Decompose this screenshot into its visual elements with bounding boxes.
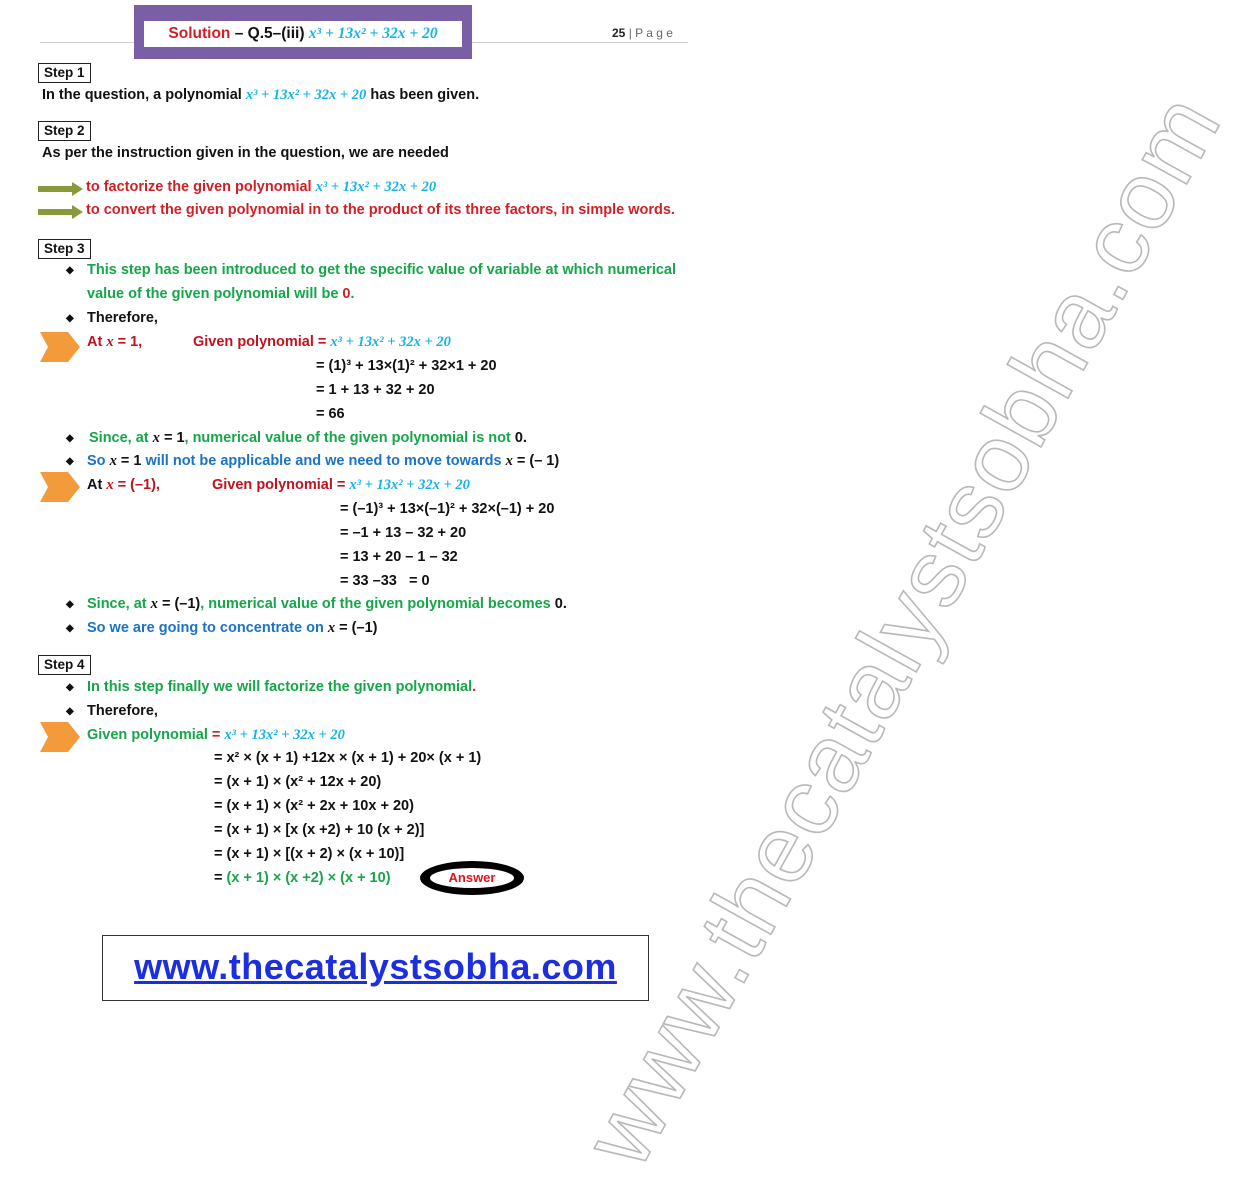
step3-calc2-row2: = –1 + 13 – 32 + 20 [340, 525, 467, 541]
final-factors: (x + 1) × (x +2) × (x + 10) [226, 870, 391, 886]
step3-therefore: Therefore, [87, 310, 158, 326]
bullet-icon: ◆ [66, 599, 74, 610]
page-number: 25 | P a g e [612, 26, 673, 40]
question-ref: – Q.5–(iii) [230, 25, 309, 42]
step4-therefore: Therefore, [87, 703, 158, 719]
step3-bullet1-line2: value of the given polynomial will be 0. [87, 286, 355, 302]
step3-so1: So x = 1 will not be applicable and we need to move towards x = (– 1) [87, 453, 560, 469]
step4-row6: = (x + 1) × (x +2) × (x + 10) [214, 870, 391, 886]
bullet-icon: ◆ [66, 313, 74, 324]
bullet-icon: ◆ [66, 433, 74, 444]
step3-at-xneg1: At x = (–1), [87, 477, 160, 493]
step2-intro: As per the instruction given in the question, we are needed [42, 145, 449, 161]
step4-row4: = (x + 1) × [x (x +2) + 10 (x + 2)] [214, 822, 425, 838]
bullet-icon: ◆ [66, 456, 74, 467]
step4-row2: = (x + 1) × (x² + 12x + 20) [214, 774, 382, 790]
solution-label: Solution [168, 25, 231, 42]
answer-label: Answer [430, 868, 514, 888]
step1-label: Step 1 [38, 63, 91, 83]
step3-given-2: Given polynomial = x³ + 13x² + 32x + 20 [212, 477, 470, 493]
bullet-icon: ◆ [66, 682, 74, 693]
step3-calc1-row2: = 1 + 13 + 32 + 20 [316, 382, 435, 398]
arrow-right-icon [38, 205, 84, 219]
title-frame [134, 5, 472, 59]
title-polynomial: x³ + 13x² + 32x + 20 [308, 25, 438, 42]
step3-calc2-row3: = 13 + 20 – 1 – 32 [340, 549, 458, 565]
step4-label: Step 4 [38, 655, 91, 675]
step3-given-1: Given polynomial = x³ + 13x² + 32x + 20 [193, 334, 451, 350]
step3-at-x1: At x = 1, [87, 334, 143, 350]
title [144, 21, 462, 47]
step4-row5: = (x + 1) × [(x + 2) × (x + 10)] [214, 846, 405, 862]
step3-calc2-row4: = 33 –33 = 0 [340, 573, 430, 589]
bullet-icon: ◆ [66, 623, 74, 634]
step3-so2: So we are going to concentrate on x = (–1) [87, 620, 378, 636]
step3-calc2-row1: = (–1)³ + 13×(–1)² + 32×(–1) + 20 [340, 501, 555, 517]
step2-item1: to factorize the given polynomial x³ + 13x² + 32x + 20 [86, 179, 437, 195]
footer-box [102, 935, 649, 1001]
step2-label: Step 2 [38, 121, 91, 141]
step3-label: Step 3 [38, 239, 91, 259]
watermark: www.thecatalystsobha.com [563, 76, 1242, 1184]
step4-row3: = (x + 1) × (x² + 2x + 10x + 20) [214, 798, 414, 814]
pentagon-arrow-icon [40, 722, 80, 752]
step1-polynomial: x³ + 13x² + 32x + 20 [245, 87, 367, 103]
step1-text: In the question, a polynomial x³ + 13x² + 32x + 20 has been given. [42, 87, 480, 103]
step3-calc1-row1: = (1)³ + 13×(1)² + 32×1 + 20 [316, 358, 497, 374]
arrow-right-icon [38, 182, 84, 196]
answer-badge [420, 861, 524, 895]
step3-bullet1-line1: This step has been introduced to get the specific value of variable at which numerical [87, 262, 677, 278]
step3-calc1-row3: = 66 [316, 406, 345, 422]
bullet-icon: ◆ [66, 265, 74, 276]
pentagon-arrow-icon [40, 472, 80, 502]
step3-since2: Since, at x = (–1), numerical value of the given polynomial becomes 0. [87, 596, 567, 612]
step4-given: Given polynomial = x³ + 13x² + 32x + 20 [87, 727, 345, 743]
step4-row1: = x² × (x + 1) +12x × (x + 1) + 20× (x + 1) [214, 750, 482, 766]
step3-since1: Since, at x = 1, numerical value of the given polynomial is not 0. [89, 430, 527, 446]
bullet-icon: ◆ [66, 706, 74, 717]
pentagon-arrow-icon [40, 332, 80, 362]
step2-item2: to convert the given polynomial in to the product of its three factors, in simple words. [86, 202, 675, 218]
website-link[interactable]: www.thecatalystsobha.com [134, 946, 617, 987]
step4-bullet1: In this step finally we will factorize the given polynomial. [87, 679, 477, 695]
